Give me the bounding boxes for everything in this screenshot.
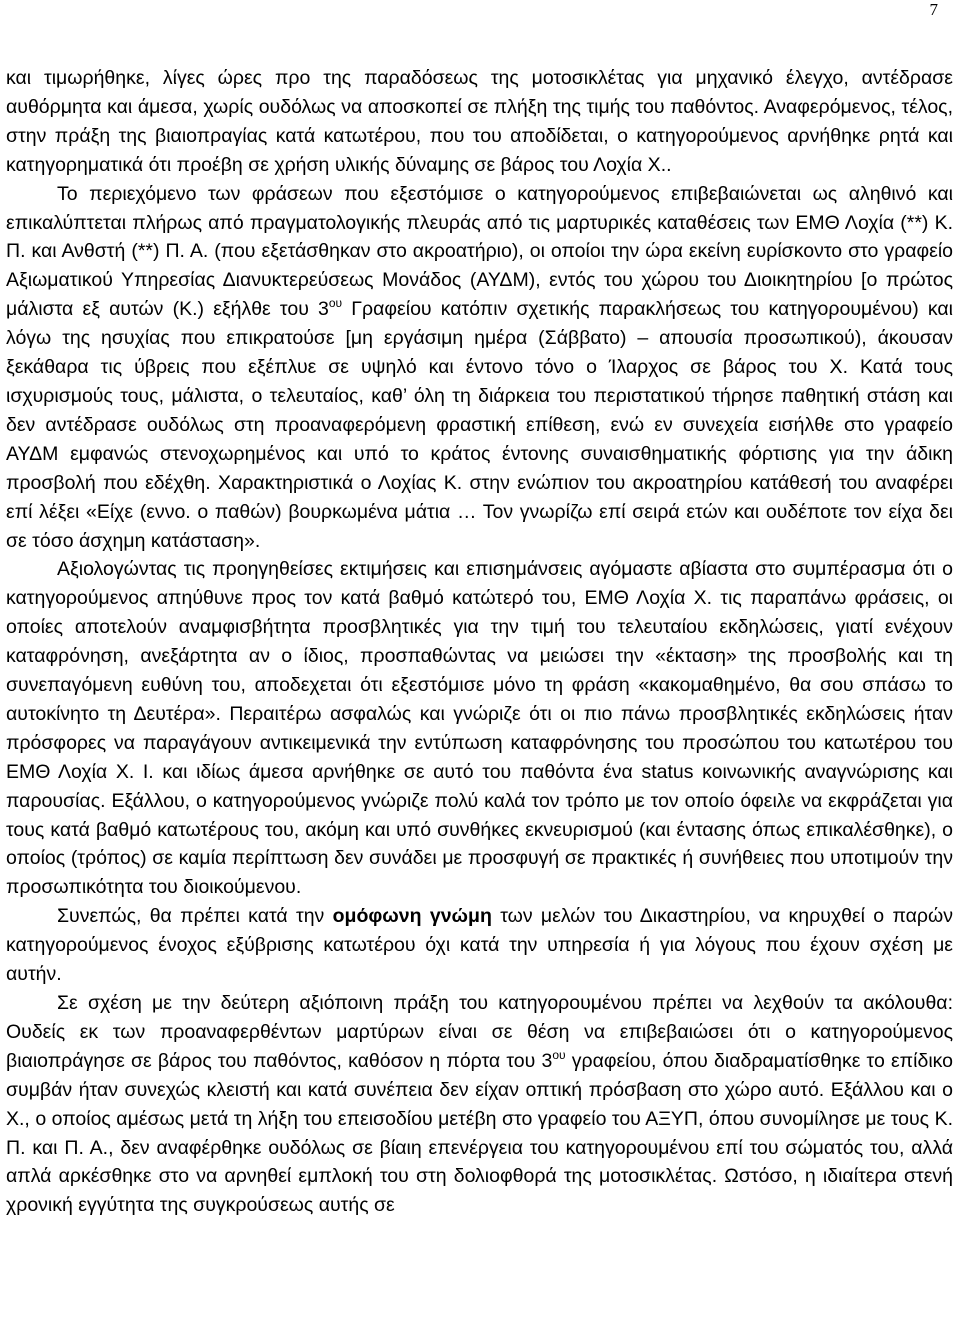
paragraph-2 [6, 180, 953, 556]
paragraph-4-text-a: Συνεπώς, θα πρέπει κατά την [57, 905, 333, 928]
ordinal-superscript: ου [328, 296, 343, 311]
paragraph-3-text: Αξιολογώντας τις προηγηθείσες εκτιμήσεις και επισημάνσεις αγόμαστε αβίαστα στο συμπέρασμα ότι ο κατηγορούμενος απηύθυνε προς τον κατά βαθμό κατώτερό του, ΕΜΘ Λοχία Χ. τις παραπάνω φράσεις, οι οποίες αποτελούν αναμφισβήτητα προσβλητικές για την τιμή του τελευταίου εκδηλώσεις, γιατί ενέχουν καταφρόνηση, ανεξάρτητα αν ο ίδιος, προσπαθώντας να μειώσει την «έκταση» της προσβολής και τη συνεπαγόμενη ευθύνη του, αποδεχεται ότι εξεστόμισε μόνο τη φράση «κακομαθημένο, θα σου σπάσω το αυτοκίνητο τη Δευτέρα». Περαιτέρω ασφαλώς και γνώριζε ότι οι πιο πάνω προσβλητικές εκδηλώσεις ήταν πρόσφορες να παραγάγουν αντικειμενικά την εντύπωση καταφρόνησης του προσώπου του κατωτέρου του ΕΜΘ Λοχία Χ. Ι. και ιδίως άμεσα αρνήθηκε σε αυτό του παθόντα ένα status κοινωνικής αναγνώρισης και παρουσίας. Εξάλλου, ο κατηγορούμενος γνώριζε πολύ καλά τον τρόπο με τον οποίο όφειλε να εκφράζεται για τους κατά βαθμό κατωτέρους του, ακόμη και υπό συνθήκες εκνευρισμού (και έντασης όπως επικαλέσθηκε), ο οποίος (τρόπος) σε καμία περίπτωση δεν συνάδει με προσφυγή σε πρακτικές ή συνήθειες που υποτιμούν την προσωπικότητα του διοικούμενου. [6, 558, 953, 899]
paragraph-1: και τιμωρήθηκε, λίγες ώρες προ της παραδόσεως της μοτοσικλέτας για μηχανικό έλεγχο, αντέδρασε αυθόρμητα και άμεσα, χωρίς ουδόλως να αποσκοπεί σε πλήξη της τιμής του παθόντος. Αναφερόμενος, τέλος, στην πράξη της βιαιοπραγίας κατά κατωτέρου, που του αποδίδεται, ο κατηγορούμενος αρνήθηκε ρητά και κατηγορηματικά ότι προέβη σε χρήση υλικής δύναμης σε βάρος του Λοχία Χ.. [6, 67, 953, 176]
ordinal-superscript: ου [552, 1047, 566, 1062]
paragraph-4-text-b: των μελών του Δικαστηρίου, να κηρυχθεί ο παρών κατηγορούμενος ένοχος εξύβρισης κατωτέρου όχι κατά την υπηρεσία ή για λόγους που έχουν σχέση με αυτήν. [6, 905, 953, 986]
paragraph-4 [6, 902, 953, 989]
paragraph-3 [6, 555, 953, 902]
unanimous-opinion-bold: ομόφωνη γνώμη [332, 905, 492, 928]
paragraph-2-text-b: Γραφείου κατόπιν σχετικής παρακλήσεως του κατηγορουμένου) και λόγω της ησυχίας που επικρατούσε [μη εργάσιμη ημέρα (Σάββατο) – απουσία προσωπικού), άκουσαν ξεκάθαρα τις ύβρεις που εξέπλυε σε υψηλό και έντονο τόνο ο Ίλαρχος σε βάρος του Χ. Κατά τους ισχυρισμούς τους, μάλιστα, ο τελευταίος, καθ’ όλη τη διάρκεια του περιστατικού τήρησε παθητική στάση και δεν αντέδρασε ουδόλως στη προαναφερόμενη φραστική επίθεση, ενώ εν συνεχεία εισήλθε στο γραφείο ΑΥΔΜ εμφανώς στενοχωρημένος και υπό το κράτος έντονης συναισθηματικής φόρτισης για την άδικη προσβολή που εδέχθη. Χαρακτηριστικά ο Λοχίας Κ. στην ενώπιον του ακροατηρίου κατάθεσή του αναφέρει επί λέξει «Είχε (εννο. ο παθών) βουρκωμένα μάτια … Τον γνωρίζω επί σειρά ετών και ουδέποτε τον είχα δει σε τόσο άσχημη κατάσταση». [6, 298, 953, 552]
page-number: 7 [929, 0, 938, 19]
paragraph-5-text-b: γραφείου, όπου διαδραματίσθηκε το επίδικο συμβάν ήταν συνεχώς κλειστή και κατά συνέπεια δεν είχαν οπτική πρόσβαση στο χώρο αυτό. Εξάλλου και ο Χ., ο οποίος αμέσως μετά τη λήξη του επεισοδίου μετέβη στο γραφείο του ΑΞΥΠ, όπου συνομίλησε με τους Κ. Π. και Π. Α., δεν αναφέρθηκε ουδόλως σε βίαιη επενέργεια του κατηγορουμένου επί του σώματός του, αλλά απλά αρκέσθηκε στο να αρνηθεί εμπλοκή του στη δολιοφθορά της μοτοσικλέτας. Ωστόσο, η ιδιαίτερα στενή χρονική εγγύτητα της συγκρούσεως αυτής σε [6, 1049, 954, 1217]
paragraph-5-text-a: Σε σχέση με την δεύτερη αξιόποινη πράξη του κατηγορουμένου πρέπει να λεχθούν τα ακόλουθα: Ουδείς εκ των προαναφερθέντων μαρτύρων είναι σε θέση να επιβεβαιώσει ότι ο κατηγορούμενος βιαιοπράγησε σε βάρος του παθόντος, καθόσον η πόρτα του 3 [6, 992, 953, 1072]
paragraph-5 [6, 989, 953, 1220]
paragraph-2-text-a: Το περιεχόμενο των φράσεων που εξεστόμισε ο κατηγορούμενος επιβεβαιώνεται ως αληθινό και επικαλύπτεται πλήρως από πραγματολογικής πλευράς από τις μαρτυρικές καταθέσεις των ΕΜΘ Λοχία (**) Κ. Π. και Ανθστή (**) Π. Α. (που εξετάσθηκαν στο ακροατήριο), οι οποίοι την ώρα εκείνη ευρίσκοντο στο γραφείο Αξιωματικού Υπηρεσίας Διανυκτερεύσεως Μονάδος (ΑΥΔΜ), εντός του χώρου του Διοικητηρίου [ο πρώτος μάλιστα εξ αυτών (Κ.) εξήλθε του 3 [6, 182, 953, 321]
document-body [6, 64, 953, 1220]
